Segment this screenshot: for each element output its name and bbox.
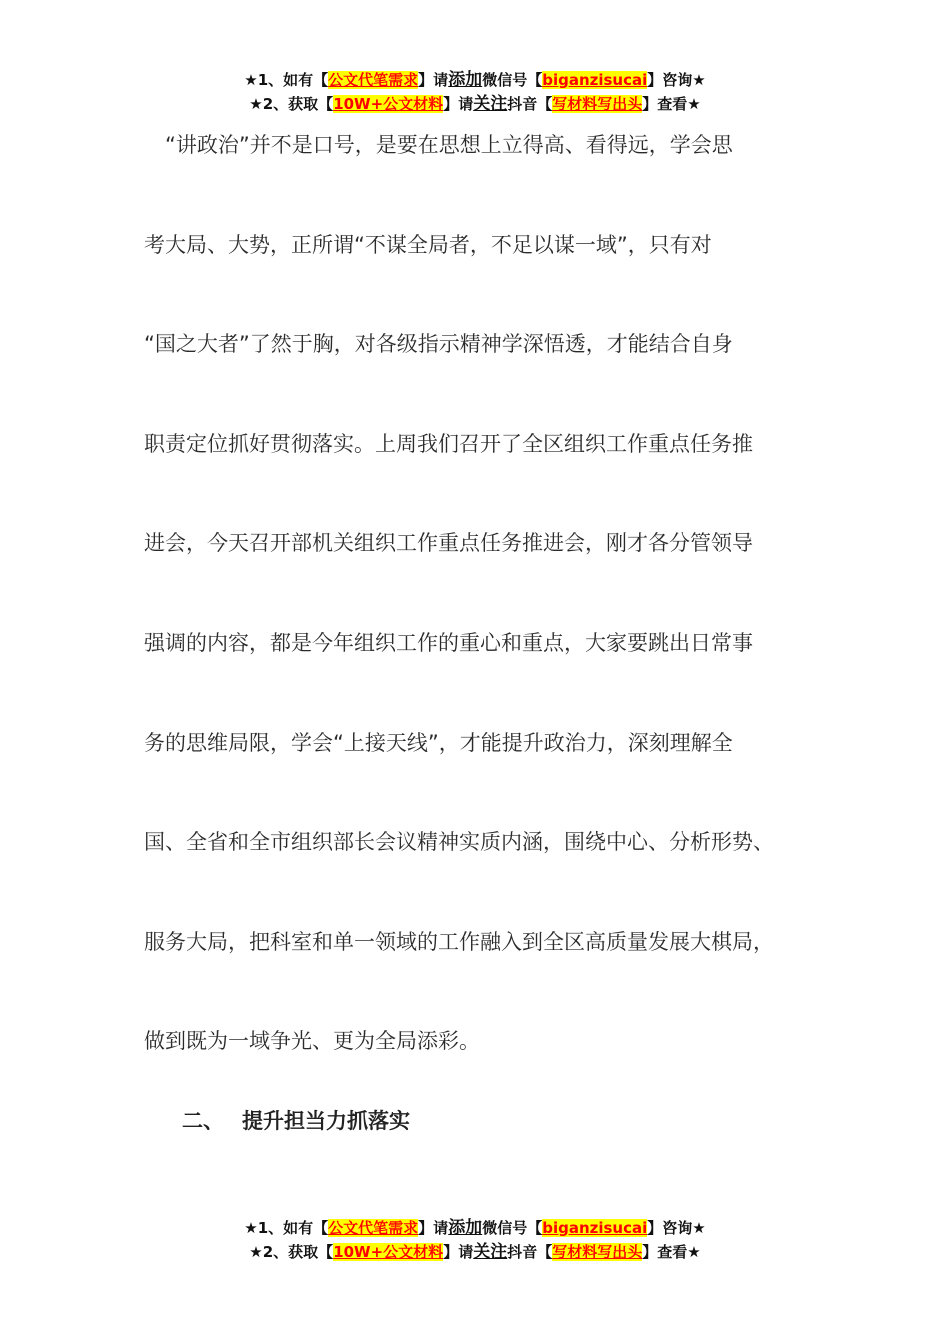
body-line: 职责定位抓好贯彻落实。上周我们召开了全区组织工作重点任务推	[144, 432, 753, 456]
section-number: 二、	[182, 1109, 224, 1133]
promo-text: 】咨询★	[647, 71, 706, 89]
body-line: 做到既为一域争光、更为全局添彩。	[144, 1029, 480, 1053]
promo-footer-bottom	[0, 1216, 950, 1264]
promo-highlight: 写材料写出头	[552, 95, 643, 113]
promo-emphasis: 关注	[473, 1242, 508, 1262]
section-heading	[182, 1106, 410, 1136]
promo-line-1	[0, 68, 950, 92]
promo-text: 微信号【	[482, 71, 543, 89]
promo-text: ★1、如有【	[244, 1219, 329, 1237]
promo-text: 】请	[418, 71, 449, 89]
body-line: 务的思维局限，学会“上接天线”，才能提升政治力，深刻理解全	[144, 731, 733, 755]
body-line: 国、全省和全市组织部长会议精神实质内涵，围绕中心、分析形势、	[144, 830, 774, 854]
promo-highlight: biganzisucai	[542, 71, 648, 89]
promo-text: 微信号【	[482, 1219, 543, 1237]
body-line: “国之大者”了然于胸，对各级指示精神学深悟透，才能结合自身	[144, 332, 733, 356]
promo-text: 抖音【	[507, 1243, 553, 1261]
promo-highlight: 写材料写出头	[552, 1243, 643, 1261]
promo-line-2	[0, 1240, 950, 1264]
promo-text: ★2、获取【	[249, 95, 334, 113]
body-line: 考大局、大势，正所谓“不谋全局者，不足以谋一域”，只有对	[144, 233, 712, 257]
promo-text: 】查看★	[642, 95, 701, 113]
promo-highlight: 10W+公文材料	[333, 1243, 444, 1261]
promo-emphasis: 添加	[448, 70, 483, 90]
promo-line-2	[0, 92, 950, 116]
promo-text: 】请	[418, 1219, 449, 1237]
promo-text: 】咨询★	[647, 1219, 706, 1237]
promo-text: ★2、获取【	[249, 1243, 334, 1261]
promo-text: 】请	[443, 1243, 474, 1261]
body-line: 服务大局，把科室和单一领域的工作融入到全区高质量发展大棋局，	[144, 930, 774, 954]
promo-highlight: 10W+公文材料	[333, 95, 444, 113]
promo-highlight: 公文代笔需求	[328, 71, 419, 89]
promo-line-1	[0, 1216, 950, 1240]
promo-text: ★1、如有【	[244, 71, 329, 89]
body-line: 强调的内容，都是今年组织工作的重心和重点，大家要跳出日常事	[144, 631, 753, 655]
promo-highlight: 公文代笔需求	[328, 1219, 419, 1237]
promo-header-top	[0, 68, 950, 116]
section-title: 提升担当力抓落实	[242, 1109, 410, 1133]
promo-text: 】请	[443, 95, 474, 113]
body-line: 进会，今天召开部机关组织工作重点任务推进会，刚才各分管领导	[144, 531, 753, 555]
promo-highlight: biganzisucai	[542, 1219, 648, 1237]
promo-emphasis: 添加	[448, 1218, 483, 1238]
promo-text: 抖音【	[507, 95, 553, 113]
promo-text: 】查看★	[642, 1243, 701, 1261]
body-line: “讲政治”并不是口号，是要在思想上立得高、看得远，学会思	[144, 133, 733, 157]
promo-emphasis: 关注	[473, 94, 508, 114]
